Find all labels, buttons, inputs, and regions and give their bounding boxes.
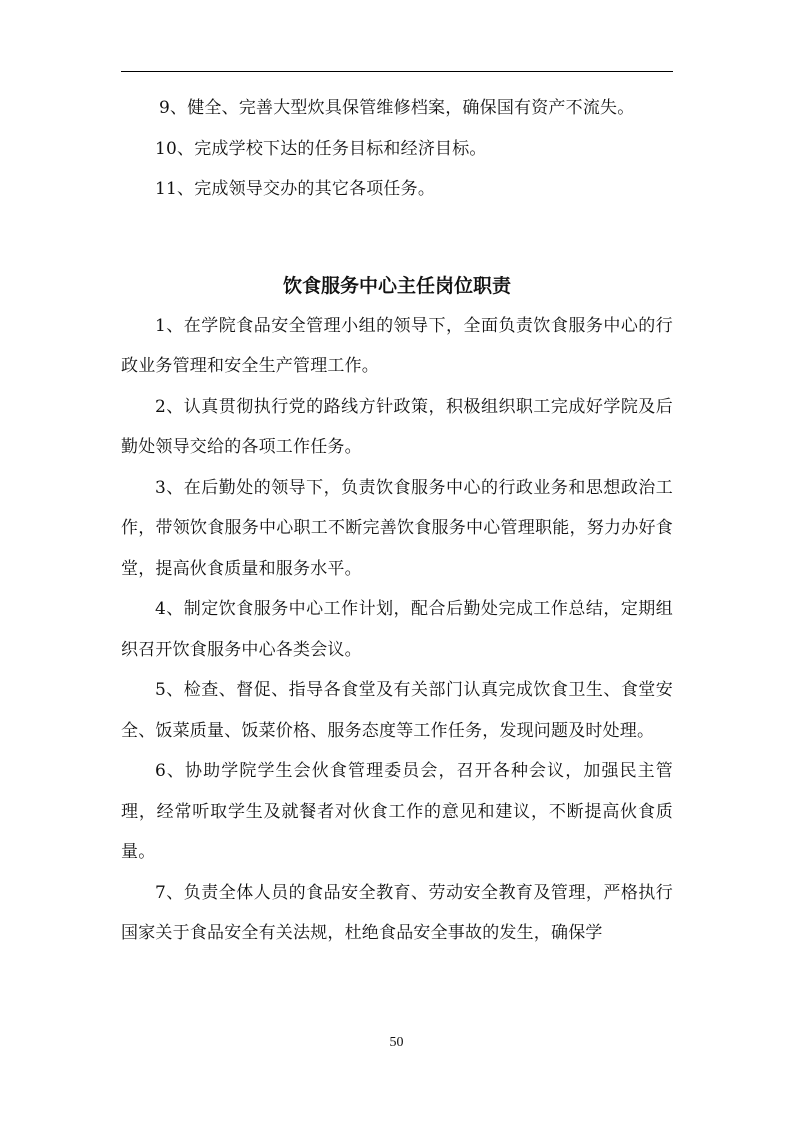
header-rule [121,71,673,72]
duty-item-3: 3、在后勤处的领导下，负责饮食服务中心的行政业务和思想政治工作，带领饮食服务中心职工不断完善饮食服务中心管理职能，努力办好食堂，提高伙食质量和服务水平。 [121,477,673,579]
duty-item-5: 5、检查、督促、指导各食堂及有关部门认真完成饮食卫生、食堂安全、饭菜质量、饭菜价格、服务态度等工作任务，发现问题及时处理。 [121,680,673,741]
list-item-10: 10、完成学校下达的任务目标和经济目标。 [155,138,487,159]
list-item-11: 11、完成领导交办的其它各项任务。 [155,179,436,199]
list-item-9: 9、健全、完善大型炊具保管维修档案，确保国有资产不流失。 [159,98,635,118]
section-title: 饮食服务中心主任岗位职责 [282,274,511,297]
duty-item-2: 2、认真贯彻执行党的路线方针政策，积极组织职工完成好学院及后勤处领导交给的各项工作任务。 [121,396,673,457]
duty-item-6: 6、协助学院学生会伙食管理委员会，召开各种会议，加强民主管理，经常听取学生及就餐者对伙食工作的意见和建议，不断提高伙食质量。 [121,761,673,862]
duty-item-1: 1、在学院食品安全管理小组的领导下，全面负责饮食服务中心的行政业务管理和安全生产管理工作。 [121,315,673,376]
duty-item-7: 7、负责全体人员的食品安全教育、劳动安全教育及管理，严格执行国家关于食品安全有关法规，杜绝食品安全事故的发生，确保学 [121,882,673,943]
duty-item-4: 4、制定饮食服务中心工作计划，配合后勤处完成工作总结，定期组织召开饮食服务中心各类会议。 [121,599,673,660]
page-number: 50 [389,1035,404,1050]
page-content [121,88,673,954]
section-gap [121,210,673,266]
